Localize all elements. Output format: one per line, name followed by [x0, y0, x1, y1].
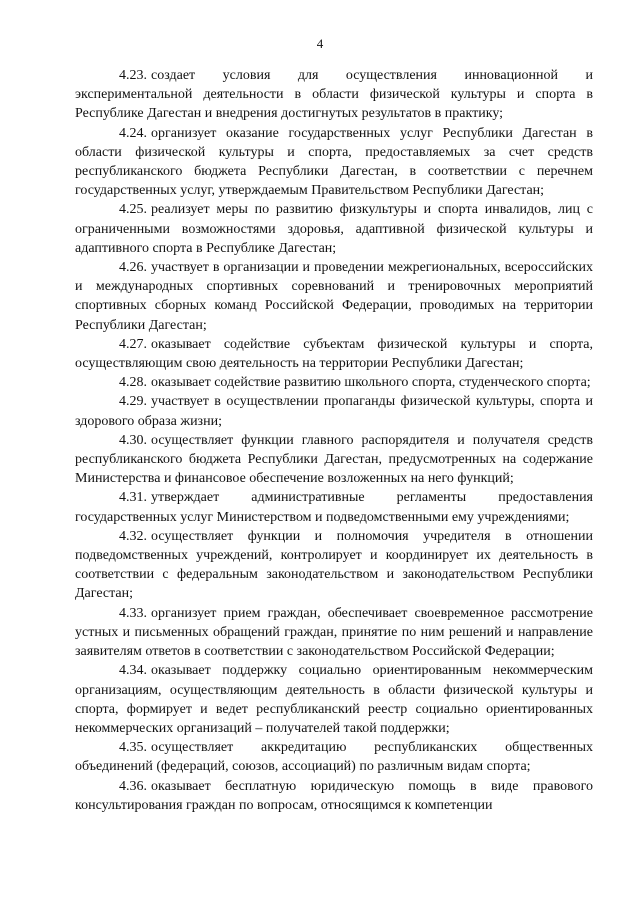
clause-text: организует оказание государственных услуг Республики Дагестан в области физической культуры и спорта, предоставляемых за счет средств республиканского бюджета Республики Дагестан, в соответствии с перечнем государственных услуг, утверждаемым Правительством Республики Дагестан;: [75, 125, 593, 199]
clause-text: оказывает бесплатную юридическую помощь в виде правового консультирования граждан по вопросам, относящимся к компетенции: [75, 778, 593, 813]
clause-number: 4.26.: [119, 260, 147, 276]
clause-text: участвует в осуществлении пропаганды физической культуры, спорта и здорового образа жизни;: [75, 394, 593, 429]
clause-4-31: [75, 488, 593, 526]
clause-number: 4.34.: [119, 663, 147, 679]
clause-4-36: [75, 777, 593, 815]
clause-number: 4.28.: [119, 375, 147, 391]
clause-4-28: [75, 373, 593, 392]
clause-4-30: [75, 431, 593, 489]
clause-4-33: [75, 604, 593, 662]
clause-number: 4.24.: [119, 125, 147, 141]
clause-text: участвует в организации и проведении межрегиональных, всероссийских и международных спортивных соревнований и тренировочных мероприятий спортивных сборных команд Российской Федерации, проводимых на территории Республики Дагестан;: [75, 260, 593, 333]
clause-text: осуществляет функции главного распорядителя и получателя средств республиканского бюджета Республики Дагестан, предусмотренных на содержание Министерства и финансовое обеспечение возложенных на него функций;: [75, 432, 593, 487]
clause-text: оказывает содействие субъектам физической культуры и спорта, осуществляющим свою деятельность на территории Республики Дагестан;: [75, 336, 593, 372]
clause-number: 4.35.: [119, 740, 147, 756]
clause-4-24: [75, 124, 593, 201]
clause-4-26: [75, 258, 593, 335]
clause-number: 4.36.: [119, 778, 147, 794]
clause-4-35: [75, 738, 593, 776]
clause-number: 4.25.: [119, 202, 147, 218]
clause-text: реализует меры по развитию физкультуры и спорта инвалидов, лиц с ограниченными возможностями здоровья, адаптивной физической культуры и адаптивного спорта в Республике Дагестан;: [75, 202, 593, 256]
page-number: 4: [316, 36, 324, 51]
clause-text: утверждает административные регламенты предоставления государственных услуг Министерством и подведомственными ему учреждениями;: [75, 490, 593, 525]
clause-4-34: [75, 661, 593, 738]
clause-text: организует прием граждан, обеспечивает своевременное рассмотрение устных и письменных обращений граждан, принятие по ним решений и направление заявителям ответов в соответствии с законодательством Российской Федерации;: [75, 605, 593, 660]
clause-4-32: [75, 527, 593, 604]
clause-text: осуществляет функции и полномочия учредителя в отношении подведомственных учреждений, контролирует и координирует их деятельность в соответствии с федеральным законодательством и законодательством Республики Дагестан;: [75, 528, 593, 602]
clause-4-25: [75, 200, 593, 258]
clause-number: 4.31.: [119, 490, 147, 506]
clause-text: осуществляет аккредитацию республиканских общественных объединений (федераций, союзов, ассоциаций) по различным видам спорта;: [75, 740, 593, 775]
clause-text: создает условия для осуществления инновационной и экспериментальной деятельности в области физической культуры и спорта в Республике Дагестан и внедрения достигнутых результатов в практику;: [75, 68, 593, 122]
clause-number: 4.32.: [119, 528, 147, 544]
clause-text: оказывает поддержку социально ориентированным некоммерческим организациям, осуществляющим деятельность в области физической культуры и спорта, формирует и ведет республиканский реестр социально ориентированных некоммерческих организаций – получателей такой поддержки;: [75, 663, 593, 736]
clause-number: 4.27.: [119, 336, 147, 352]
clause-4-27: [75, 335, 593, 373]
clause-text: оказывает содействие развитию школьного спорта, студенческого спорта;: [151, 375, 591, 391]
clause-4-29: [75, 392, 593, 430]
clause-number: 4.30.: [119, 432, 147, 448]
clause-number: 4.29.: [119, 394, 147, 410]
document-body: [75, 66, 593, 815]
clause-number: 4.33.: [119, 605, 147, 621]
clause-number: 4.23.: [119, 68, 147, 83]
clause-4-23: [75, 66, 593, 124]
